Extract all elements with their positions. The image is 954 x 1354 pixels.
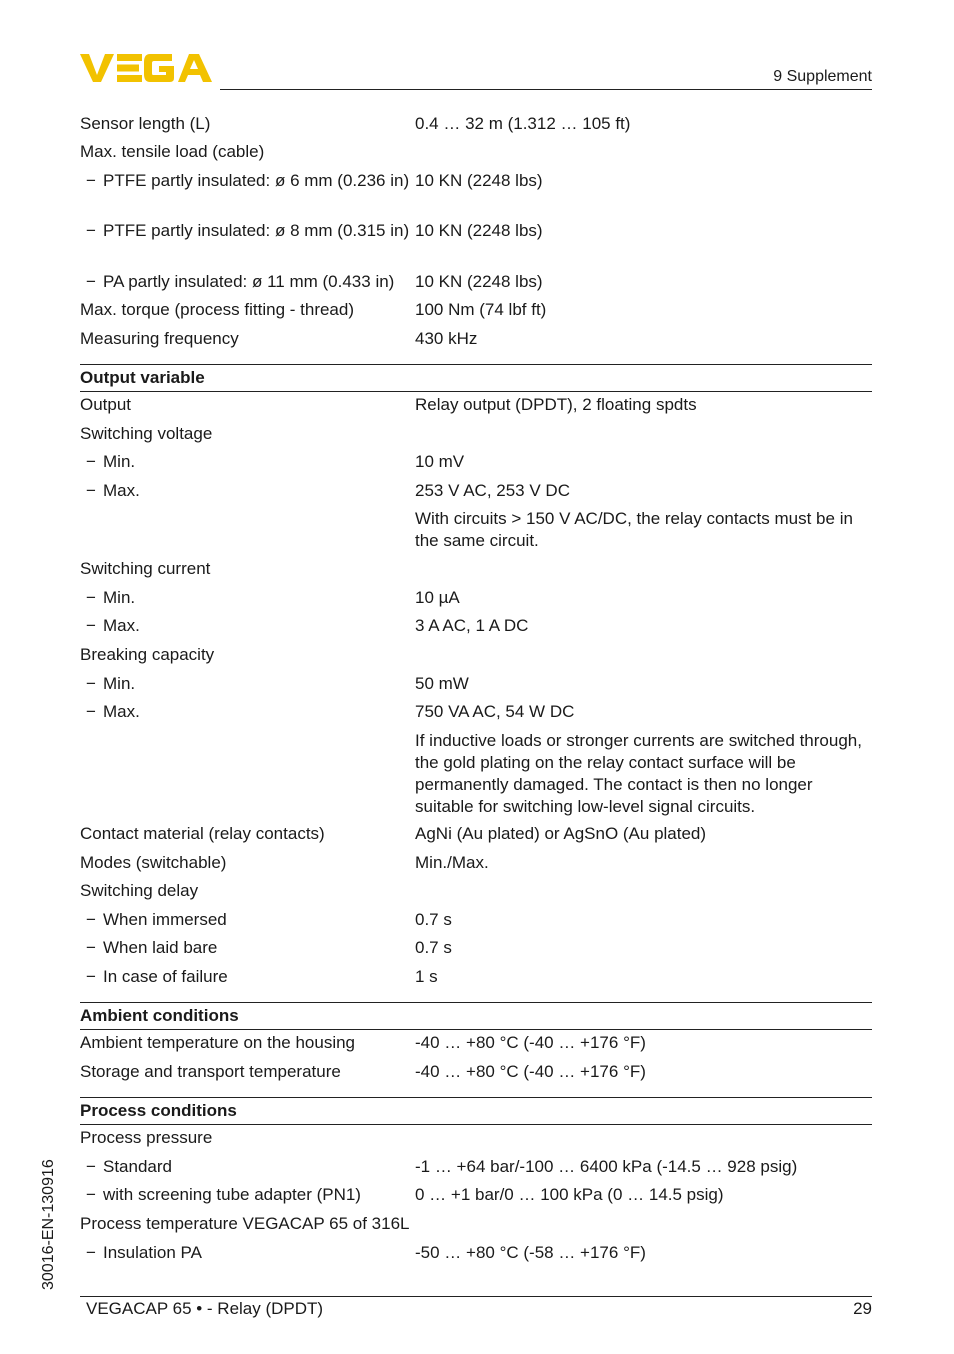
spec-value: 3 A AC, 1 A DC bbox=[415, 616, 529, 635]
spec-value: AgNi (Au plated) or AgSnO (Au plated) bbox=[415, 824, 707, 843]
spec-label: Max. torque (process fitting - thread) bbox=[80, 300, 355, 319]
section-title: Process conditions bbox=[80, 1101, 237, 1120]
section-title: Ambient conditions bbox=[80, 1006, 239, 1025]
spec-label: Switching current bbox=[80, 559, 211, 578]
document-code: 30016-EN-130916 bbox=[40, 1159, 57, 1290]
spec-label: Process pressure bbox=[80, 1128, 213, 1147]
spec-sublabel: − In case of failure bbox=[86, 967, 228, 986]
dash-bullet: − bbox=[86, 452, 96, 471]
spec-value: -50 … +80 °C (-58 … +176 °F) bbox=[415, 1243, 646, 1262]
spec-value: 0.7 s bbox=[415, 910, 452, 929]
spec-value: 0.7 s bbox=[415, 938, 452, 957]
dash-bullet: − bbox=[86, 171, 96, 190]
dash-bullet: − bbox=[86, 967, 96, 986]
spec-label: Modes (switchable) bbox=[80, 853, 227, 872]
spec-value: -1 … +64 bar/-100 … 6400 kPa (-14.5 … 928 psig) bbox=[415, 1157, 798, 1176]
spec-value: 0.4 … 32 m (1.312 … 105 ft) bbox=[415, 114, 631, 133]
spec-value: Min./Max. bbox=[415, 853, 489, 872]
dash-bullet: − bbox=[86, 1157, 96, 1176]
dash-bullet: − bbox=[86, 938, 96, 957]
dash-bullet: − bbox=[86, 588, 96, 607]
section-header-ambient bbox=[80, 1002, 872, 1030]
section-label: 9 Supplement bbox=[773, 68, 872, 85]
note-text: With circuits > 150 V AC/DC, the relay contacts must be in the same circuit. bbox=[415, 509, 853, 550]
spec-label: Process temperature VEGACAP 65 of 316L bbox=[80, 1214, 410, 1233]
spec-value: 750 VA AC, 54 W DC bbox=[415, 702, 575, 721]
section-title: Output variable bbox=[80, 368, 205, 387]
spec-label: Output bbox=[80, 395, 132, 414]
spec-value: 10 KN (2248 lbs) bbox=[415, 221, 543, 240]
footer-rule bbox=[80, 1296, 872, 1297]
spec-value: 50 mW bbox=[415, 674, 469, 693]
dash-bullet: − bbox=[86, 616, 96, 635]
dash-bullet: − bbox=[86, 674, 96, 693]
spec-sublabel: − PA partly insulated: ø 11 mm (0.433 in) bbox=[86, 272, 395, 291]
spec-label: Switching delay bbox=[80, 881, 199, 900]
spec-sublabel: − Max. bbox=[86, 702, 140, 721]
dash-bullet: − bbox=[86, 1243, 96, 1262]
vega-logo bbox=[80, 52, 212, 84]
spec-value: 430 kHz bbox=[415, 329, 478, 348]
spec-value: 0 … +1 bar/0 … 100 kPa (0 … 14.5 psig) bbox=[415, 1185, 724, 1204]
spec-value: -40 … +80 °C (-40 … +176 °F) bbox=[415, 1062, 646, 1081]
spec-value: -40 … +80 °C (-40 … +176 °F) bbox=[415, 1033, 646, 1052]
spec-sublabel: − Min. bbox=[86, 588, 136, 607]
spec-sublabel: − When laid bare bbox=[86, 938, 218, 957]
spec-sublabel: − with screening tube adapter (PN1) bbox=[86, 1185, 361, 1204]
spec-sublabel: − Min. bbox=[86, 674, 136, 693]
spec-sublabel: − Insulation PA bbox=[86, 1243, 202, 1262]
dash-bullet: − bbox=[86, 272, 96, 291]
spec-label: Sensor length (L) bbox=[80, 114, 211, 133]
spec-label: Ambient temperature on the housing bbox=[80, 1033, 356, 1052]
spec-value: 1 s bbox=[415, 967, 438, 986]
spec-sublabel: − Min. bbox=[86, 452, 136, 471]
dash-bullet: − bbox=[86, 221, 96, 240]
dash-bullet: − bbox=[86, 910, 96, 929]
spec-value: Relay output (DPDT), 2 floating spdts bbox=[415, 395, 697, 414]
spec-sublabel: − Max. bbox=[86, 481, 140, 500]
dash-bullet: − bbox=[86, 1185, 96, 1204]
spec-label: Breaking capacity bbox=[80, 645, 215, 664]
spec-value: 10 KN (2248 lbs) bbox=[415, 272, 543, 291]
spec-value: 10 µA bbox=[415, 588, 460, 607]
spec-value: 253 V AC, 253 V DC bbox=[415, 481, 570, 500]
spec-label: Storage and transport temperature bbox=[80, 1062, 341, 1081]
header-rule bbox=[220, 89, 872, 90]
spec-value: 100 Nm (74 lbf ft) bbox=[415, 300, 547, 319]
note-text: If inductive loads or stronger currents are switched through, the gold plating on the relay contact surface will be permanently damaged. The contact is then no longer suitable for switching low-level signal circuits. bbox=[415, 731, 862, 816]
section-header-process bbox=[80, 1097, 872, 1125]
spec-label: Contact material (relay contacts) bbox=[80, 824, 325, 843]
spec-value: 10 mV bbox=[415, 452, 465, 471]
spec-label: Max. tensile load (cable) bbox=[80, 142, 265, 161]
spec-sublabel: − PTFE partly insulated: ø 6 mm (0.236 in) bbox=[86, 171, 410, 190]
section-header-output bbox=[80, 364, 872, 392]
dash-bullet: − bbox=[86, 481, 96, 500]
dash-bullet: − bbox=[86, 702, 96, 721]
spec-sublabel: − PTFE partly insulated: ø 8 mm (0.315 in) bbox=[86, 221, 410, 240]
spec-sublabel: − When immersed bbox=[86, 910, 227, 929]
spec-label: Switching voltage bbox=[80, 424, 213, 443]
spec-value: 10 KN (2248 lbs) bbox=[415, 171, 543, 190]
spec-sublabel: − Standard bbox=[86, 1157, 172, 1176]
spec-label: Measuring frequency bbox=[80, 329, 239, 348]
spec-sublabel: − Max. bbox=[86, 616, 140, 635]
footer-product: VEGACAP 65 • - Relay (DPDT) bbox=[86, 1299, 324, 1318]
page-number: 29 bbox=[853, 1299, 872, 1318]
